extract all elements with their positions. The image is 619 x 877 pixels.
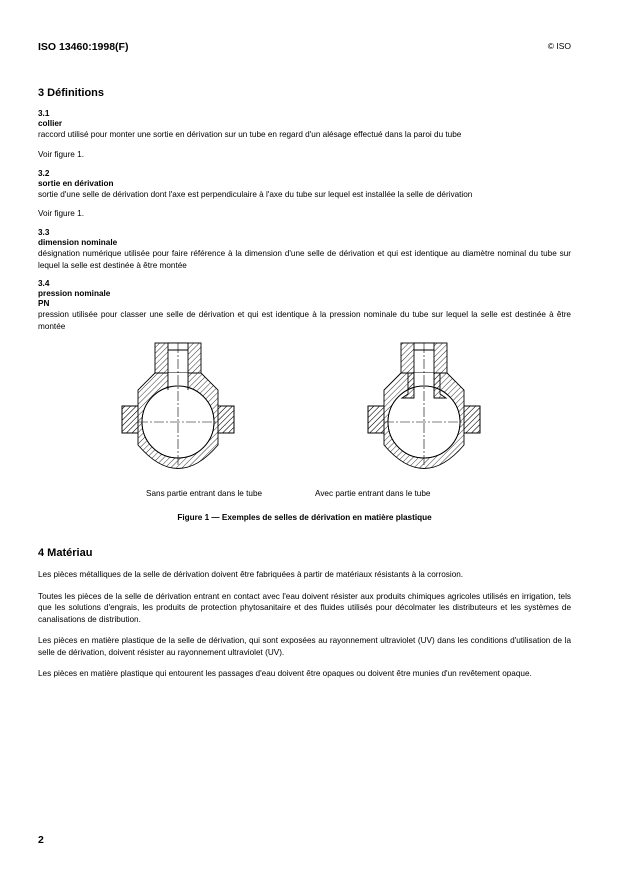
term-symbol: PN [38, 299, 50, 308]
term-definition: désignation numérique utilisée pour faire référence à la dimension d'une selle de dérivation et qui est identique au diamètre nominal du tube sur lequel la selle est destinée à être montée [38, 249, 571, 270]
term-definition: sortie d'une selle de dérivation dont l'axe est perpendiculaire à l'axe du tube sur lequel est installée la selle de dérivation [38, 189, 473, 199]
copyright: © ISO [547, 41, 571, 51]
section-3-title: 3 Définitions [38, 87, 105, 99]
document-id: ISO 13460:1998(F) [38, 41, 129, 53]
paragraph: Les pièces en matière plastique qui entourent les passages d'eau doivent être opaques ou doivent être munies d'un revêtement opaque. [38, 669, 532, 678]
paragraph: Les pièces métalliques de la selle de dérivation doivent être fabriquées à partir de matériaux résistants à la corrosion. [38, 570, 464, 579]
saddle-without-insert-drawing [122, 343, 234, 469]
term-name: collier [38, 119, 63, 128]
figure-1 [38, 340, 571, 542]
term-definition: pression utilisée pour classer une selle de dérivation et qui est identique à la pression nominale du tube sur lequel la selle est destinée à être montée [38, 310, 571, 331]
term-number: 3.1 [38, 109, 50, 118]
section-4-title: 4 Matériau [38, 547, 93, 559]
term-name: dimension nominale [38, 238, 118, 247]
paragraph: Toutes les pièces de la selle de dérivation entrant en contact avec l'eau doivent résister aux produits chimiques agricoles utilisés en irrigation, tels que les solutions d'engrais, les produits de protection phytosanitaire et des fluides utilisés pour décolmater les distributeurs et les systèmes de canalisations de distribution. [38, 591, 571, 624]
term-number: 3.2 [38, 168, 50, 178]
figure-caption-right: Avec partie entrant dans le tube [315, 489, 431, 498]
figure-title: Figure 1 — Exemples de selles de dérivation en matière plastique [177, 513, 432, 522]
term-note: Voir figure 1. [38, 209, 84, 218]
paragraph: Les pièces en matière plastique de la selle de dérivation, qui sont exposées au rayonnement ultraviolet (UV) dans les conditions d'utilisation de la selle de dérivation, doivent résister au rayonnement ultraviolet (UV). [38, 636, 571, 657]
term-note: Voir figure 1. [38, 149, 84, 159]
page-content [38, 86, 571, 690]
term-3-3 [38, 228, 571, 271]
saddle-with-insert-drawing [368, 343, 480, 469]
term-name: pression nominale [38, 289, 111, 298]
term-3-2 [38, 169, 571, 201]
term-definition: raccord utilisé pour monter une sortie en dérivation sur un tube en regard d'un alésage effectué dans la paroi du tube [38, 130, 462, 139]
figure-1-drawing [38, 340, 571, 490]
page-number: 2 [38, 834, 44, 846]
term-number: 3.3 [38, 228, 50, 237]
term-number: 3.4 [38, 279, 50, 288]
term-3-1 [38, 109, 571, 141]
term-name: sortie en dérivation [38, 178, 114, 188]
term-3-4 [38, 279, 571, 332]
figure-caption-left: Sans partie entrant dans le tube [146, 489, 263, 498]
